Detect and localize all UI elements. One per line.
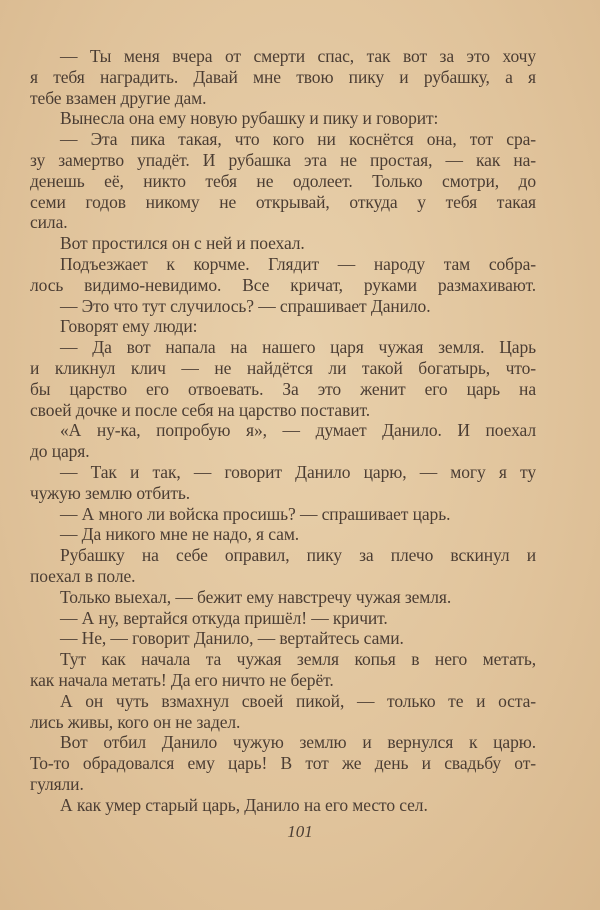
text-line: — Ты меня вчера от смерти спас, так вот за это хочу: [60, 46, 536, 66]
text-line: гуляли.: [30, 773, 84, 794]
text-line: Рубашку на себе оправил, пику за плечо вскинул и: [60, 545, 536, 566]
text-line: лись живы, кого он не задел.: [30, 711, 241, 732]
text-line: — Да никого мне не надо, я сам.: [60, 524, 300, 545]
text-line: «А ну-ка, попробую я», — думает Данило. И поехал: [60, 420, 536, 441]
text-line: сила.: [30, 212, 68, 233]
text-line: поехал в поле.: [30, 565, 136, 586]
text-line: Только выехал, — бежит ему навстречу чужая земля.: [60, 586, 452, 607]
text-line: Подъезжает к корчме. Глядит — народу там собра-: [60, 253, 536, 274]
text-line: чужую землю отбить.: [30, 482, 191, 503]
text-line: Говорят ему люди:: [60, 316, 198, 337]
text-line: бы царство его отвоевать. За это женит его царь на: [30, 378, 536, 399]
text-line: я тебя наградить. Давай мне твою пику и рубашку, а я: [30, 66, 536, 87]
text-line: Тут как начала та чужая земля копья в него метать,: [60, 649, 536, 670]
text-line: А он чуть взмахнул своей пикой, — только те и оста-: [60, 690, 536, 711]
text-line: семи годов никому не открывай, откуда у тебя такая: [30, 191, 536, 212]
text-line: — Да вот напала на нашего царя чужая земля. Царь: [60, 337, 536, 358]
text-line: как начала метать! Да его ничто не берёт.: [30, 669, 334, 690]
text-line: — А много ли войска просишь? — спрашивает царь.: [60, 503, 451, 524]
text-line: То-то обрадовался ему царь! В тот же день и свадьбу от-: [30, 753, 536, 774]
text-line: — Эта пика такая, что кого ни коснётся она, тот сра-: [60, 129, 536, 150]
text-line: тебе взамен другие дам.: [30, 87, 207, 108]
text-line: и кликнул клич — не найдётся ли такой богатырь, что-: [30, 357, 536, 378]
text-line: — А ну, вертайся откуда пришёл! — кричит.: [60, 607, 388, 628]
text-line: своей дочке и после себя на царство поставит.: [30, 399, 371, 420]
text-line: зу замертво упадёт. И рубашка эта не простая, — как на-: [30, 149, 536, 170]
text-line: денешь её, никто тебя не одолеет. Только смотри, до: [30, 170, 536, 191]
page-number: 101: [287, 822, 313, 841]
text-line: лось видимо-невидимо. Все кричат, руками размахивают.: [30, 274, 536, 295]
text-line: — Не, — говорит Данило, — вертайтесь сами.: [60, 628, 404, 649]
page-text: [30, 46, 536, 815]
text-line: до царя.: [30, 441, 90, 462]
text-line: Вот простился он с ней и поехал.: [60, 233, 305, 254]
text-line: Вынесла она ему новую рубашку и пику и говорит:: [60, 108, 439, 129]
text-line: — Так и так, — говорит Данило царю, — могу я ту: [60, 461, 536, 482]
text-line: А как умер старый царь, Данило на его место сел.: [60, 794, 428, 815]
text-line: — Это что тут случилось? — спрашивает Данило.: [60, 295, 431, 316]
text-line: Вот отбил Данило чужую землю и вернулся к царю.: [60, 732, 536, 753]
